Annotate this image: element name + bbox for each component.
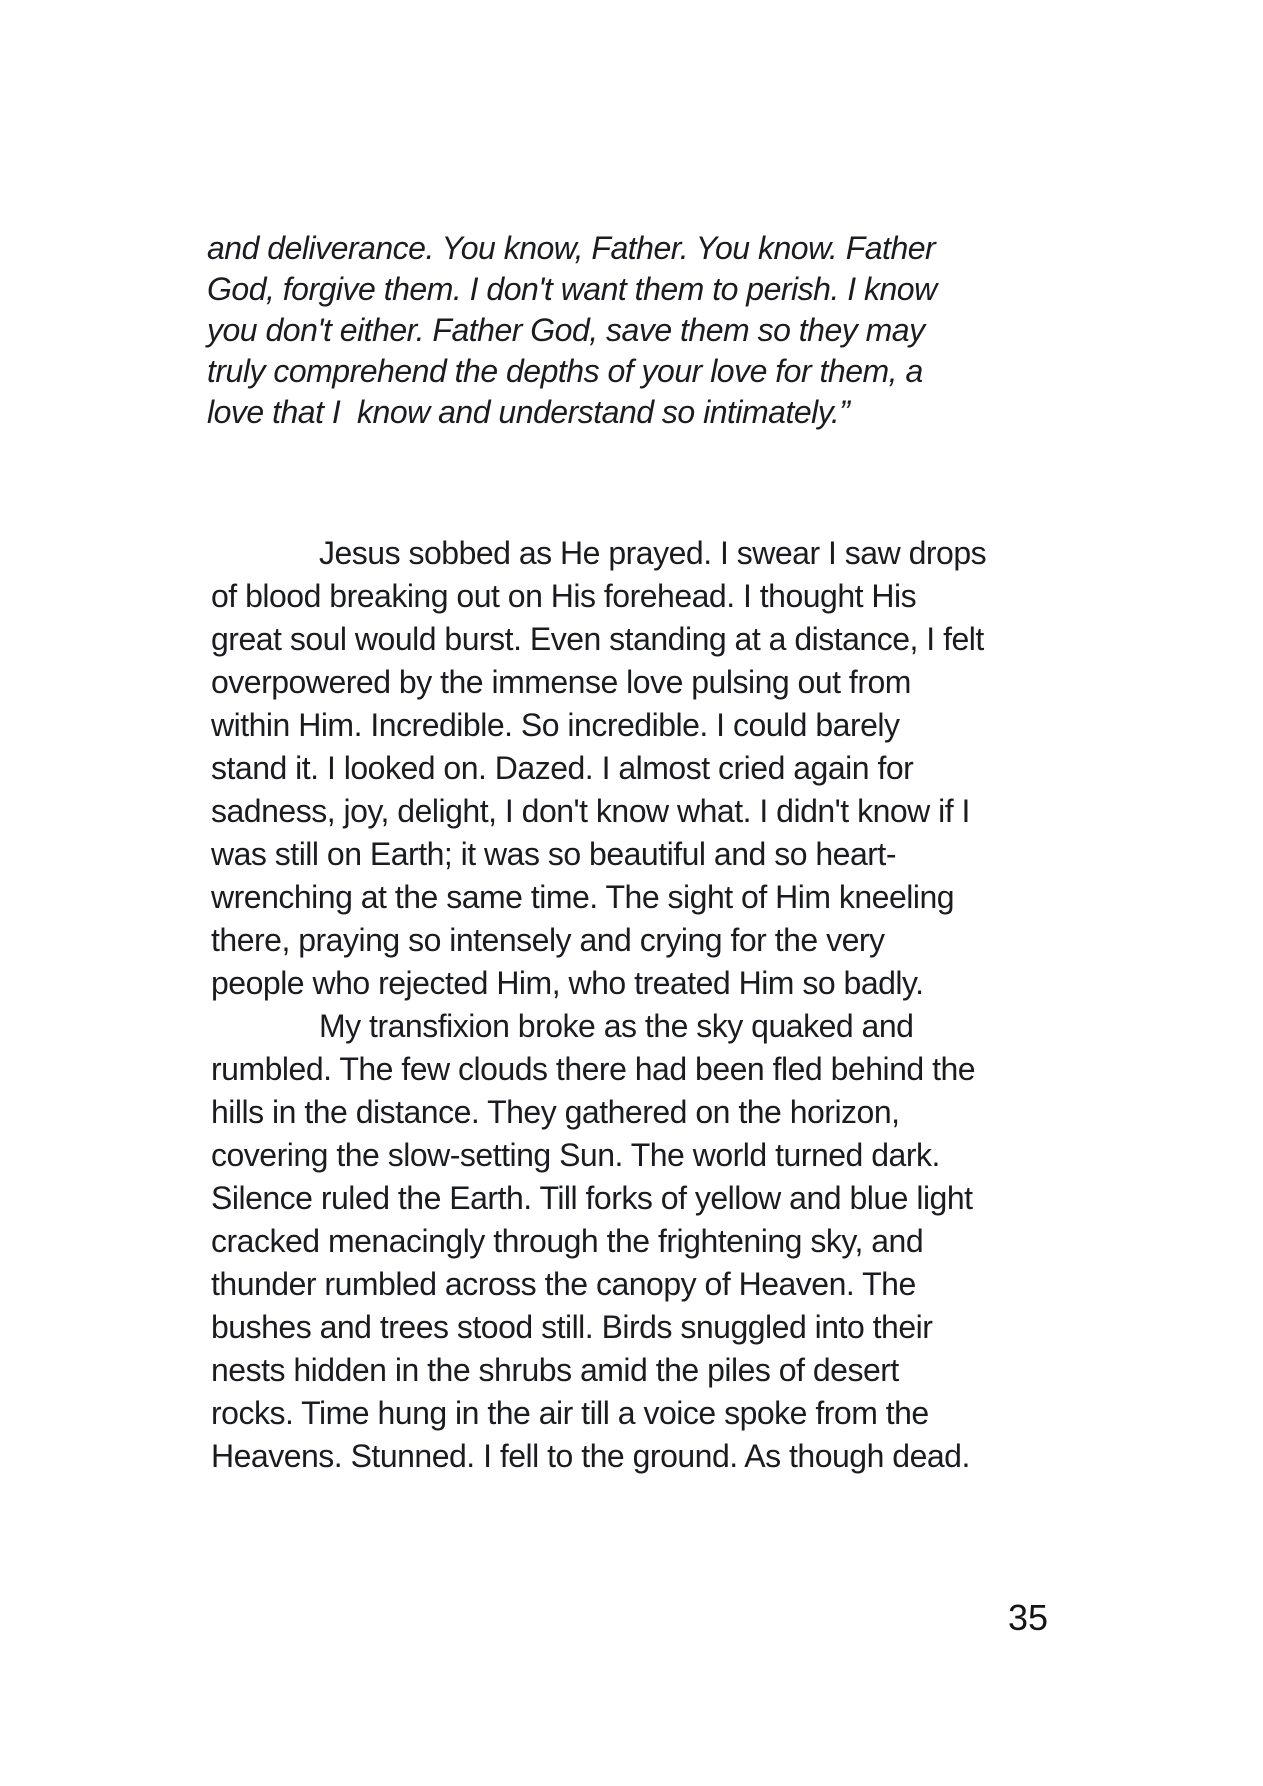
body-line: sadness, joy, delight, I don't know what. I didn't know if I [211,793,970,829]
body-line: thunder rumbled across the canopy of Heaven. The [211,1266,916,1302]
body-line: stand it. I looked on. Dazed. I almost cried again for [211,750,914,786]
italic-quote-block [207,228,1107,433]
body-line: cracked menacingly through the frightening sky, and [211,1223,924,1259]
body-line: rumbled. The few clouds there had been fled behind the [211,1051,976,1087]
body-line: overpowered by the immense love pulsing out from [211,664,911,700]
body-line: covering the slow-setting Sun. The world turned dark. [211,1137,940,1173]
quote-line: truly comprehend the depths of your love for them, a [207,353,923,389]
body-line: Heavens. Stunned. I fell to the ground. As though dead. [211,1438,970,1474]
body-line: of blood breaking out on His forehead. I thought His [211,578,917,614]
paragraph-2 [211,1005,1131,1478]
body-line: nests hidden in the shrubs amid the piles of desert [211,1352,899,1388]
page-number: 35 [1008,1597,1049,1638]
body-line: wrenching at the same time. The sight of Him kneeling [211,879,955,915]
body-line: hills in the distance. They gathered on the horizon, [211,1094,900,1130]
body-line: My transfixion broke as the sky quaked and [319,1008,914,1044]
paragraph-1 [211,532,1131,1005]
body-text [211,532,1131,1478]
body-line: within Him. Incredible. So incredible. I could barely [211,707,900,743]
quote-line: God, forgive them. I don't want them to perish. I know [207,271,937,307]
body-line: rocks. Time hung in the air till a voice spoke from the [211,1395,929,1431]
quote-line: and deliverance. You know, Father. You know. Father [207,230,936,266]
quote-line: you don't either. Father God, save them so they may [207,312,925,348]
body-line: there, praying so intensely and crying for the very [211,922,885,958]
quote-line: love that I know and understand so intimately.” [207,394,850,430]
body-line: Jesus sobbed as He prayed. I swear I saw drops [319,535,987,571]
body-line: great soul would burst. Even standing at a distance, I felt [211,621,984,657]
body-line: Silence ruled the Earth. Till forks of yellow and blue light [211,1180,973,1216]
body-line: people who rejected Him, who treated Him so badly. [211,965,924,1001]
body-line: bushes and trees stood still. Birds snuggled into their [211,1309,933,1345]
body-line: was still on Earth; it was so beautiful and so heart- [211,836,896,872]
